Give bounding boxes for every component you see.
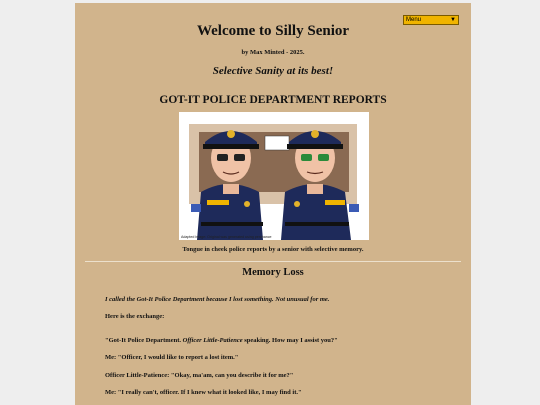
image-caption: Tongue in cheek police reports by a senior with selective memory.: [182, 246, 364, 253]
exchange-label: Here is the exchange:: [105, 313, 165, 320]
dialogue-line-1: "Got-It Police Department. Officer Little-Patience speaking. How may I assist you?": [105, 337, 338, 344]
officers-drawing: [179, 112, 369, 240]
dialogue-line-4: Me: "I really can't, officer. If I knew what it looked like, I may find it.": [105, 389, 302, 396]
byline: by Max Minted - 2025.: [241, 49, 305, 56]
article-intro: I called the Got-It Police Department because I lost something. Not unusual for me.: [105, 296, 330, 303]
department-sign: [265, 136, 289, 150]
page-container: [75, 3, 471, 405]
site-title: Welcome to Silly Senior: [196, 23, 350, 39]
section-title: GOT-IT POLICE DEPARTMENT REPORTS: [159, 94, 387, 106]
dialogue-line-2: Me: "Officer, I would like to report a lost item.": [105, 354, 239, 361]
chevron-down-icon: ▼: [450, 17, 456, 23]
divider: [85, 261, 461, 262]
image-credit-note: Adapted image: Original was generated using perchance: [181, 235, 272, 239]
tagline: Selective Sanity at its best!: [212, 65, 334, 77]
article-title: Memory Loss: [242, 267, 304, 278]
menu-selected-label: Menu: [406, 17, 422, 23]
police-officers-illustration: [179, 112, 369, 240]
dialogue-line-3: Officer Little-Patience: "Okay, ma'am, can you describe it for me?": [105, 372, 294, 379]
